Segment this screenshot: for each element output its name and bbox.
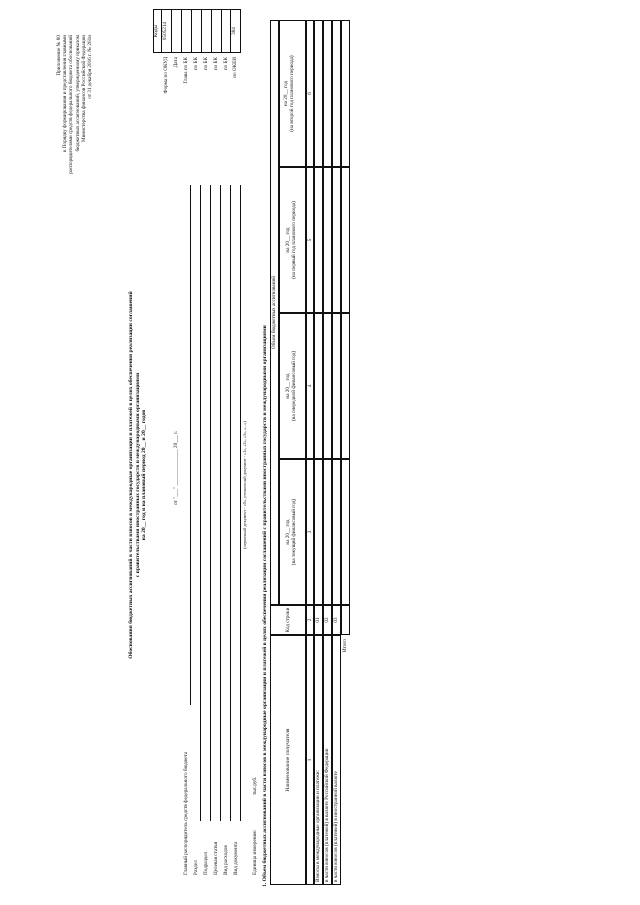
date-label: Дата: [173, 57, 179, 68]
bk3-label: по БК: [203, 57, 209, 71]
razdel-label: Раздел: [193, 860, 199, 875]
table-cell: [314, 20, 323, 167]
date-code: [172, 9, 182, 53]
table-cell: [332, 20, 341, 167]
csr-line: [220, 185, 221, 821]
bk2-code: [192, 9, 202, 53]
col-name-header: [270, 635, 306, 885]
col4-text: на 20__ год: [285, 373, 291, 399]
num-cell: 2: [306, 605, 314, 635]
appendix-line: бюджетных ассигнований, утвержденному приказом: [74, 35, 81, 152]
table-row-code: 01: [314, 605, 323, 635]
podrazdel-label: Подраздел: [203, 851, 209, 875]
total-cell: [341, 167, 350, 313]
okei-label: по ОКЕИ: [232, 57, 238, 78]
doc-line: [240, 185, 241, 821]
vr-label: Вид расходов: [223, 845, 229, 875]
grbs-line: [190, 185, 191, 705]
bk1-label: Глава по БК: [183, 57, 189, 84]
appendix-line: от 31 декабря 2016 г. № 261н: [87, 35, 94, 99]
col5-sub: (на первый год планового периода): [291, 201, 298, 279]
num-cell: 4: [306, 313, 314, 459]
col6-sub: (на второй год планового периода): [289, 55, 296, 132]
table-cell: [314, 313, 323, 459]
podrazdel-line: [210, 185, 211, 821]
unit-label: Единица измерения:: [252, 829, 258, 875]
total-cell: [341, 313, 350, 459]
num-cell: 6: [306, 20, 314, 167]
doc-label: Вид документа: [233, 841, 239, 875]
date-line: от "___" ______________ 20___ г.: [173, 430, 179, 505]
title-line: на 20__ год и на плановый период 20__ и 20__ годов: [141, 409, 148, 541]
appendix-line: к Порядку формирования и представления главными: [62, 35, 69, 153]
col6-header: [279, 20, 306, 167]
appendix-block: [56, 35, 93, 305]
table-cell: [323, 313, 332, 459]
table-row-name: в части взносов (платежей) в иностранной валюте: [332, 635, 341, 885]
table-cell: [314, 167, 323, 313]
section-heading: 1. Объем бюджетных ассигнований в части взносов в международные организации и платежей в целях обеспечения реализации соглашений с правительствами иностранных государств и международными организациями: [262, 325, 268, 887]
okud-code: 0505214: [162, 9, 172, 53]
col3-header: [279, 459, 306, 605]
table-cell: [332, 459, 341, 605]
col4-header: [279, 313, 306, 459]
bk4-label: по БК: [213, 57, 219, 71]
bk2-label: по БК: [193, 57, 199, 71]
num-cell: 5: [306, 167, 314, 313]
appendix-line: Министерства финансов Российской Федерации: [80, 35, 87, 142]
col-code-text: Код строки: [284, 607, 291, 633]
appendix-line: распорядителями средств федерального бюджета обоснований: [68, 35, 75, 174]
csr-label: Целевая статья: [213, 841, 219, 875]
grbs-label: Главный распорядитель средств федерального бюджета: [183, 751, 189, 875]
col3-text: на 20__ год: [285, 519, 291, 545]
okud-label: Форма по ОКУД: [163, 57, 169, 94]
table-cell: [332, 313, 341, 459]
col5-header: [279, 167, 306, 313]
col4-sub: (на очередной финансовый год): [291, 350, 298, 422]
bk5-code: [222, 9, 231, 53]
bk3-code: [202, 9, 212, 53]
total-cell: [341, 20, 350, 167]
okei-code: 384: [231, 27, 237, 35]
col-name-text: Наименование получателя: [284, 728, 291, 792]
total-cell: [341, 605, 350, 635]
col3-sub: (на текущий финансовый год): [291, 498, 298, 566]
table-row-name: в части взносов (платежей) в валюте Российской Федерации: [323, 635, 332, 885]
appendix-line: Приложение № 80: [56, 35, 62, 76]
table-cell: [323, 167, 332, 313]
num-cell: 1: [306, 635, 314, 885]
table-row-code: 02: [323, 605, 332, 635]
doc-hint: (первичный документ - «0», уточненный документ - «1», «2», «3», «...»): [242, 421, 247, 549]
bk1-code: [182, 9, 192, 53]
bk4-code: [212, 9, 222, 53]
group-header: Объем бюджетных ассигнований: [270, 20, 279, 605]
vr-line: [230, 185, 231, 821]
document-title: [128, 115, 148, 835]
total-cell: [341, 459, 350, 605]
table-row-name: Взносы в международные организации и платежи:: [314, 635, 323, 885]
table-row-code: 03: [332, 605, 341, 635]
table-cell: [323, 20, 332, 167]
col6-text: на 20__ год: [283, 80, 289, 107]
col-code-header: [270, 605, 306, 635]
table-cell: [323, 459, 332, 605]
title-line: Обоснования бюджетных ассигнований в части взносов в международные организации и платежей в целях обеспечения реализации соглашений: [128, 291, 134, 659]
codes-header: Коды: [153, 9, 162, 53]
table-cell: [314, 459, 323, 605]
bk5-label: по БК: [223, 57, 229, 71]
col5-text: на 20__ год: [285, 227, 291, 253]
table-cell: [332, 167, 341, 313]
total-label: Итого: [342, 639, 348, 653]
num-cell: 3: [306, 459, 314, 605]
title-line: с правительствами иностранных государств и международными организациями: [134, 372, 141, 578]
unit-value: тыс.руб.: [252, 776, 258, 795]
razdel-line: [200, 185, 201, 821]
